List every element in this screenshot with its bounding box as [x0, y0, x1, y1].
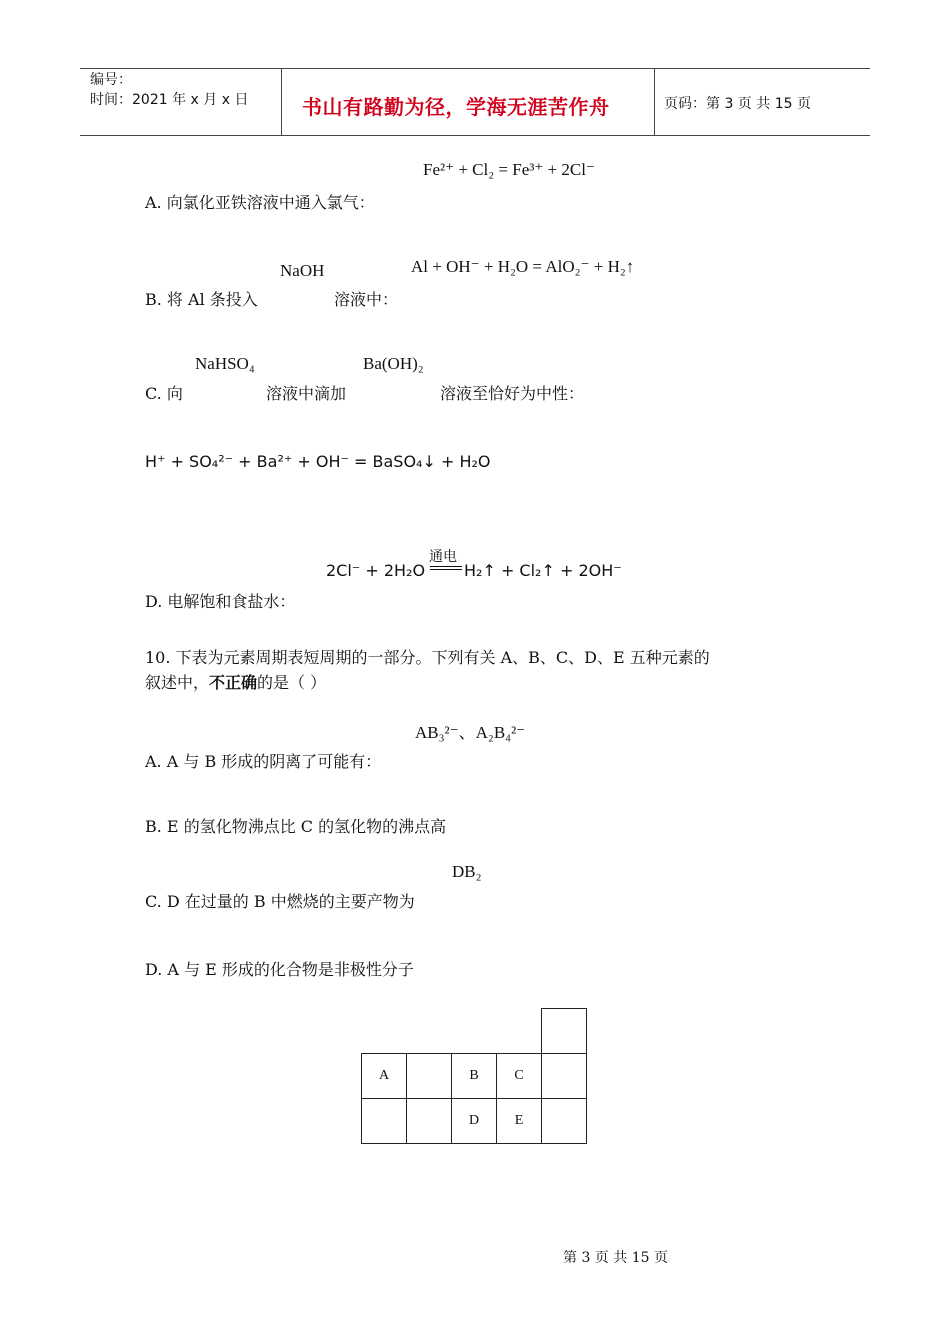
question-10-stem-line1: 10. 下表为元素周期表短周期的一部分。下列有关 A、B、C、D、E 五种元素的: [145, 648, 710, 667]
periodic-table-fragment: [361, 1008, 587, 1144]
page-footer: 第 3 页 共 15 页: [563, 1250, 668, 1266]
table-cell: [452, 1009, 497, 1054]
table-cell: [542, 1099, 587, 1144]
table-cell: [542, 1054, 587, 1099]
option-9c-middle: 溶液中滴加: [266, 384, 347, 403]
equation-b: Al + OH⁻ + H₂O = AlO₂⁻ + H₂↑: [411, 257, 635, 276]
nahso4-label: NaHSO₄: [195, 354, 255, 373]
option-9c-prefix: C. 向: [145, 384, 183, 403]
equation-d-left: 2Cl⁻ + 2H₂O: [326, 561, 426, 580]
table-cell-b: B: [452, 1054, 497, 1099]
option-9b-suffix: 溶液中：: [334, 290, 399, 309]
not-correct-emphasis: 不正确: [209, 673, 258, 692]
equation-c: H⁺ + SO₄²⁻ + Ba²⁺ + OH⁻ = BaSO₄↓ + H₂O: [145, 452, 491, 471]
option-10d: D. A 与 E 形成的化合物是非极性分子: [145, 960, 414, 979]
option-9c-suffix: 溶液至恰好为中性：: [440, 384, 585, 403]
option-10c: C. D 在过量的 B 中燃烧的主要产物为: [145, 892, 415, 911]
table-cell: [497, 1009, 542, 1054]
table-cell: [362, 1009, 407, 1054]
table-row: [362, 1099, 587, 1144]
option-10a: A. A 与 B 形成的阴离了可能有：: [145, 752, 382, 771]
table-cell: [407, 1099, 452, 1144]
option-9d: D. 电解饱和食盐水：: [145, 592, 296, 611]
db2-formula: DB₂: [452, 862, 482, 881]
equation-d-right: H₂↑ + Cl₂↑ + 2OH⁻: [464, 561, 622, 580]
table-cell: [407, 1009, 452, 1054]
table-cell-d: D: [452, 1099, 497, 1144]
header-top-rule: [80, 68, 870, 69]
equals-double-line: [430, 566, 462, 570]
table-cell-e: E: [497, 1099, 542, 1144]
header-time-label: 时间：2021 年 x 月 x 日: [90, 92, 249, 108]
question-10-stem-line2: 叙述中，不正确的是（ ）: [145, 673, 327, 692]
option-9a: A. 向氯化亚铁溶液中通入氯气：: [145, 193, 375, 212]
baoh2-label: Ba(OH)₂: [363, 354, 424, 373]
table-cell: [407, 1054, 452, 1099]
table-cell-c: C: [497, 1054, 542, 1099]
header-bottom-rule: [80, 135, 870, 136]
table-row: [362, 1009, 587, 1054]
header-divider-left: [281, 68, 282, 136]
naoh-label: NaOH: [280, 261, 325, 280]
ions-formula: AB₃²⁻、A₂B₄²⁻: [415, 723, 526, 742]
equation-a: Fe²⁺ + Cl₂ = Fe³⁺ + 2Cl⁻: [423, 160, 595, 179]
table-cell: [542, 1009, 587, 1054]
electrolysis-condition: 通电: [429, 549, 457, 565]
option-9b-prefix: B. 将 Al 条投入: [145, 290, 258, 309]
header-page-info: 页码：第 3 页 共 15 页: [664, 96, 811, 112]
table-row: [362, 1054, 587, 1099]
option-10b: B. E 的氢化物沸点比 C 的氢化物的沸点高: [145, 817, 447, 836]
header-number-label: 编号：: [90, 72, 132, 88]
table-cell: [362, 1099, 407, 1144]
table-cell-a: A: [362, 1054, 407, 1099]
header-motto: 书山有路勤为径，学海无涯苦作舟: [302, 95, 610, 119]
header-divider-right: [654, 68, 655, 136]
